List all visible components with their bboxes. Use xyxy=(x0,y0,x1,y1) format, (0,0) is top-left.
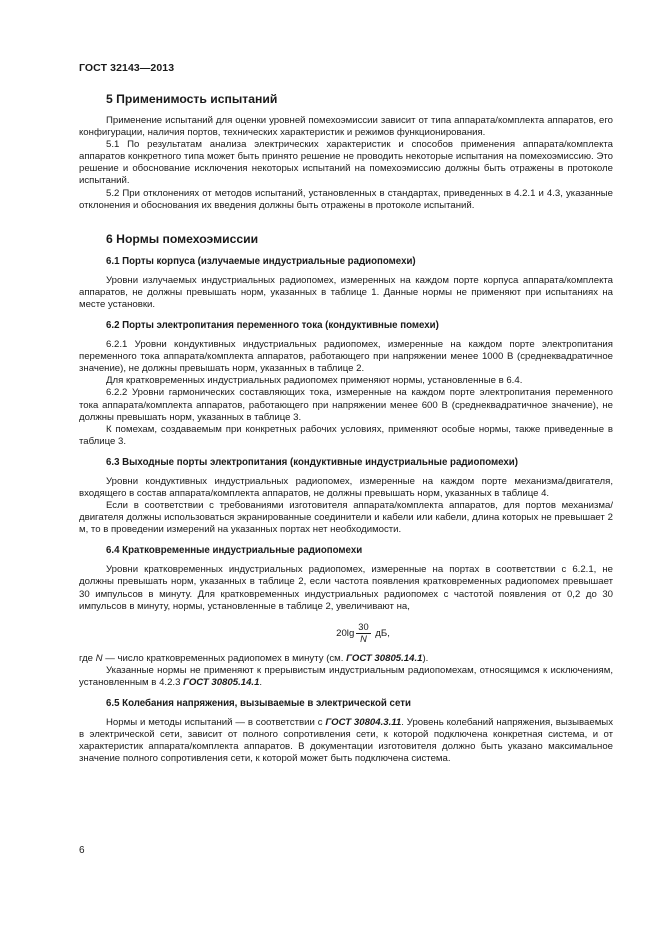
formula-legend-reference: ГОСТ 30805.14.1 xyxy=(346,652,423,664)
clause-6-2-2: 6.2.2 Уровни гармонических составляющих тока, измеренные на каждом порте электропитания переменного тока аппарата/комплекта аппаратов, работающего при напряжении менее 600 В (среднеквадратичное значение), не должны превышать норм, указанных в таблице 3. xyxy=(79,387,613,423)
subsection-6-3-title: 6.3 Выходные порты электропитания (кондуктивные индустриальные радиопомехи) xyxy=(106,456,518,468)
subsection-6-4-paragraph-2-end: . xyxy=(259,676,263,688)
formula-prefix: 20lg xyxy=(336,627,355,639)
formula-legend xyxy=(79,653,613,665)
subsection-6-5-text-start: Нормы и методы испытаний — в соответствии с xyxy=(106,717,326,728)
formula-unit: дБ, xyxy=(375,627,390,639)
standard-code-header: ГОСТ 32143—2013 xyxy=(79,62,175,74)
subsection-6-3-paragraph-2: Если в соответствии с требованиями изготовителя аппарата/комплекта аппаратов, для портов механизма/двигателя должны использоваться экранированные соединители и кабели или кабели, длина которых не превышает 2 м, то в проведении измерений на указанных портах нет необходимости. xyxy=(79,500,613,536)
subsection-6-1-title: 6.1 Порты корпуса (излучаемые индустриальные радиопомехи) xyxy=(106,255,416,267)
page-content xyxy=(79,92,613,765)
subsection-6-5-title: 6.5 Колебания напряжения, вызываемые в электрической сети xyxy=(106,698,411,709)
section-5-title: 5 Применимость испытаний xyxy=(106,92,278,106)
subsection-6-4-paragraph-2-text: Указанные нормы не применяют к прерывистым индустриальным радиопомехам, относящимся к исключениям, установленным в 4.2.3 xyxy=(79,664,613,688)
subsection-6-2-title: 6.2 Порты электропитания переменного тока (кондуктивные помехи) xyxy=(106,320,439,332)
clause-5-1: 5.1 По результатам анализа электрических характеристик и способов применения аппарата/комплекта аппаратов конкретного типа может быть принято решение не проводить некоторые испытания на помехоэмиссию. Это решение и обоснование исключения некоторых испытаний на помехоэмиссию должны быть отражены в протоколе испытаний. xyxy=(79,139,613,187)
page-number: 6 xyxy=(79,845,85,856)
subsection-6-5-text-rest: . Уровень колебаний напряжения, вызываемых в электрической сети, зависит от полного сопротивления сети, к которой подключена конкретная система, и от характеристик аппарата/комплекта аппаратов. В документации изготовителя должно быть указано максимальное значение полного сопротивления сети, к которой может быть подключена система. xyxy=(79,717,613,765)
formula xyxy=(79,622,613,645)
formula-legend-symbol: N xyxy=(95,652,103,664)
formula-numerator: 30 xyxy=(358,621,369,632)
formula-legend-text: — число кратковременных радиопомех в минуту (см. xyxy=(102,652,347,664)
subsection-6-5-reference: ГОСТ 30804.3.11 xyxy=(325,717,402,728)
subsection-6-1-paragraph: Уровни излучаемых индустриальных радиопомех, измеренных на каждом порте корпуса аппарата/комплекта аппаратов, не должны превышать норм, указанных в таблице 1. Данные нормы не применяют при испытаниях на месте установки. xyxy=(79,274,613,310)
formula-denominator: N xyxy=(360,633,367,644)
clause-6-2-2-note: К помехам, создаваемым при конкретных рабочих условиях, применяют особые нормы, также приведенные в таблице 3. xyxy=(79,423,613,447)
subsection-6-4-title: 6.4 Кратковременные индустриальные радиопомехи xyxy=(106,545,363,557)
formula-fraction xyxy=(356,622,370,645)
subsection-6-5-paragraph xyxy=(79,717,613,765)
subsection-6-3-paragraph-1: Уровни кондуктивных индустриальных радиопомех, измеренные на каждом порте механизма/двигателя, входящего в состав аппарата/комплекта аппаратов, не должны превышать норм, указанных в таблице 4. xyxy=(79,475,613,499)
subsection-6-4-paragraph-1: Уровни кратковременных индустриальных радиопомех, измеренные на портах в соответствии с 6.2.1, не должны превышать норм, указанных в таблице 2, если частота появления кратковременных радиопомех превышает 30 импульсов в минуту. Для кратковременных индустриальных радиопомех с частотой появления от 0,2 до 30 импульсов в минуту, нормы, установленные в таблице 2, увеличивают на, xyxy=(79,564,613,612)
formula-legend-lead: где xyxy=(79,652,96,664)
formula-legend-end: ). xyxy=(422,652,429,664)
clause-6-2-1: 6.2.1 Уровни кондуктивных индустриальных радиопомех, измеренные на каждом порте электропитания переменного тока аппарата/комплекта аппаратов, работающего при напряжении менее 1000 В (среднеквадратичное значение), не должны превышать норм, указанных в таблице 2. xyxy=(79,339,613,375)
subsection-6-4-reference: ГОСТ 30805.14.1 xyxy=(183,676,260,688)
section-6-title: 6 Нормы помехоэмиссии xyxy=(106,231,259,246)
clause-5-2: 5.2 При отклонениях от методов испытаний, установленных в стандартах, приведенных в 4.2.1 и 4.3, указанные отклонения и обоснования их введения должны быть отражены в протоколе испытаний. xyxy=(79,187,613,211)
subsection-6-4-paragraph-2 xyxy=(79,665,613,689)
section-5-paragraph: Применение испытаний для оценки уровней помехоэмиссии зависит от типа аппарата/комплекта аппаратов, его конфигурации, наличия портов, технических характеристик и режимов функционирования. xyxy=(79,115,613,139)
clause-6-2-1-note: Для кратковременных индустриальных радиопомех применяют нормы, установленные в 6.4. xyxy=(106,375,523,387)
